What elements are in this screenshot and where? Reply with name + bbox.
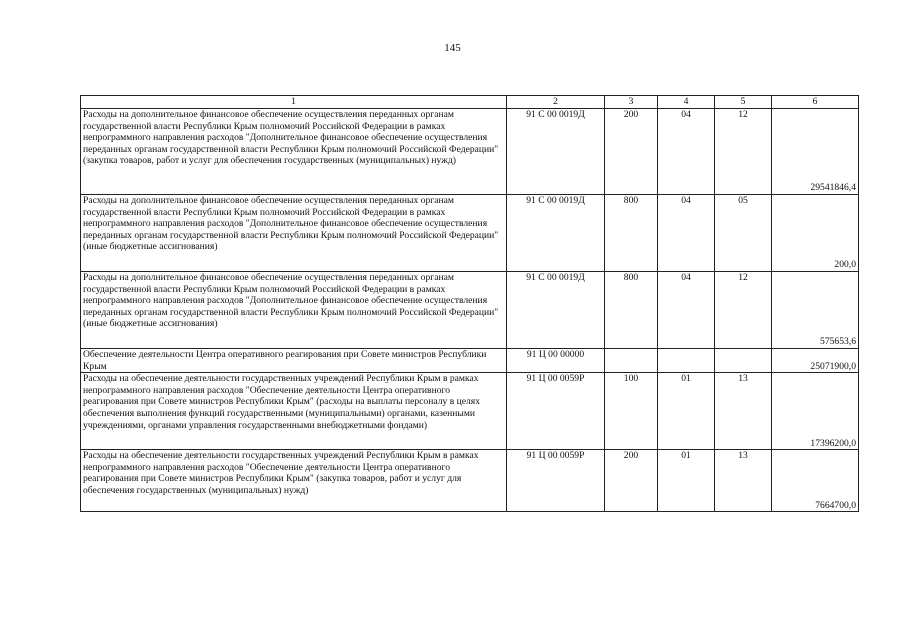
row-pr-cell — [715, 349, 772, 373]
row-rz-cell: 04 — [658, 195, 715, 272]
row-rz-cell: 01 — [658, 373, 715, 450]
row-vr-cell: 800 — [605, 195, 658, 272]
row-rz-cell: 04 — [658, 109, 715, 195]
row-sum-cell: 17396200,0 — [772, 373, 859, 450]
table-row — [81, 195, 859, 272]
row-vr-cell: 200 — [605, 450, 658, 512]
row-vr-cell: 800 — [605, 272, 658, 349]
row-code-cell: 91 С 00 0019Д — [507, 272, 605, 349]
row-pr-cell: 13 — [715, 373, 772, 450]
row-code-cell: 91 Ц 00 00000 — [507, 349, 605, 373]
row-vr-cell — [605, 349, 658, 373]
row-sum-cell: 575653,6 — [772, 272, 859, 349]
table-row — [81, 373, 859, 450]
row-name-cell: Расходы на обеспечение деятельности государственных учреждений Республики Крым в рамках непрограммного направления расходов "Обеспечение деятельности Центра оперативного реагирования при Совете министров Республики Крым" (закупка товаров, работ и услуг для обеспечения государственных (муниципальных) нужд) — [81, 450, 507, 512]
row-name-cell: Расходы на обеспечение деятельности государственных учреждений Республики Крым в рамках непрограммного направления расходов "Обеспечение деятельности Центра оперативного реагирования при Совете министров Республики Крым" (расходы на выплаты персоналу в целях обеспечения выполнения функций государственными (муниципальными) органами, казенными учреждениями, органами управления государственными внебюджетными фондами) — [81, 373, 507, 450]
row-pr-cell: 05 — [715, 195, 772, 272]
row-pr-cell: 12 — [715, 109, 772, 195]
row-name-cell: Расходы на дополнительное финансовое обеспечение осуществления переданных органам государственной власти Республики Крым полномочий Российской Федерации в рамках непрограммного направления расходов "Дополнительное финансовое обеспечение осуществления переданных органам государственной власти Республики Крым полномочий Российской Федерации" (иные бюджетные ассигнования) — [81, 272, 507, 349]
row-code-cell: 91 С 00 0019Д — [507, 195, 605, 272]
column-header-code: 2 — [507, 96, 605, 109]
row-vr-cell: 100 — [605, 373, 658, 450]
row-sum-cell: 25071900,0 — [772, 349, 859, 373]
column-header-rz: 4 — [658, 96, 715, 109]
table-row — [81, 450, 859, 512]
table-row — [81, 109, 859, 195]
column-header-pr: 5 — [715, 96, 772, 109]
row-rz-cell: 04 — [658, 272, 715, 349]
column-header-name: 1 — [81, 96, 507, 109]
row-code-cell: 91 С 00 0019Д — [507, 109, 605, 195]
row-sum-cell: 200,0 — [772, 195, 859, 272]
row-code-cell: 91 Ц 00 0059Р — [507, 450, 605, 512]
row-name-cell: Расходы на дополнительное финансовое обеспечение осуществления переданных органам государственной власти Республики Крым полномочий Российской Федерации в рамках непрограммного направления расходов "Дополнительное финансовое обеспечение осуществления переданных органам государственной власти Республики Крым полномочий Российской Федерации" (закупка товаров, работ и услуг для обеспечения государственных (муниципальных) нужд) — [81, 109, 507, 195]
row-pr-cell: 12 — [715, 272, 772, 349]
row-pr-cell: 13 — [715, 450, 772, 512]
row-sum-cell: 7664700,0 — [772, 450, 859, 512]
row-code-cell: 91 Ц 00 0059Р — [507, 373, 605, 450]
page-number: 145 — [444, 42, 461, 54]
column-header-sum: 6 — [772, 96, 859, 109]
row-sum-cell: 29541846,4 — [772, 109, 859, 195]
table-row — [81, 349, 859, 373]
row-vr-cell: 200 — [605, 109, 658, 195]
table-header-row — [81, 96, 859, 109]
row-name-cell: Расходы на дополнительное финансовое обеспечение осуществления переданных органам государственной власти Республики Крым полномочий Российской Федерации в рамках непрограммного направления расходов "Дополнительное финансовое обеспечение осуществления переданных органам государственной власти Республики Крым полномочий Российской Федерации" (иные бюджетные ассигнования) — [81, 195, 507, 272]
row-rz-cell: 01 — [658, 450, 715, 512]
budget-table — [80, 95, 859, 512]
row-rz-cell — [658, 349, 715, 373]
column-header-vr: 3 — [605, 96, 658, 109]
row-name-cell: Обеспечение деятельности Центра оперативного реагирования при Совете министров Республики Крым — [81, 349, 507, 373]
table-row — [81, 272, 859, 349]
